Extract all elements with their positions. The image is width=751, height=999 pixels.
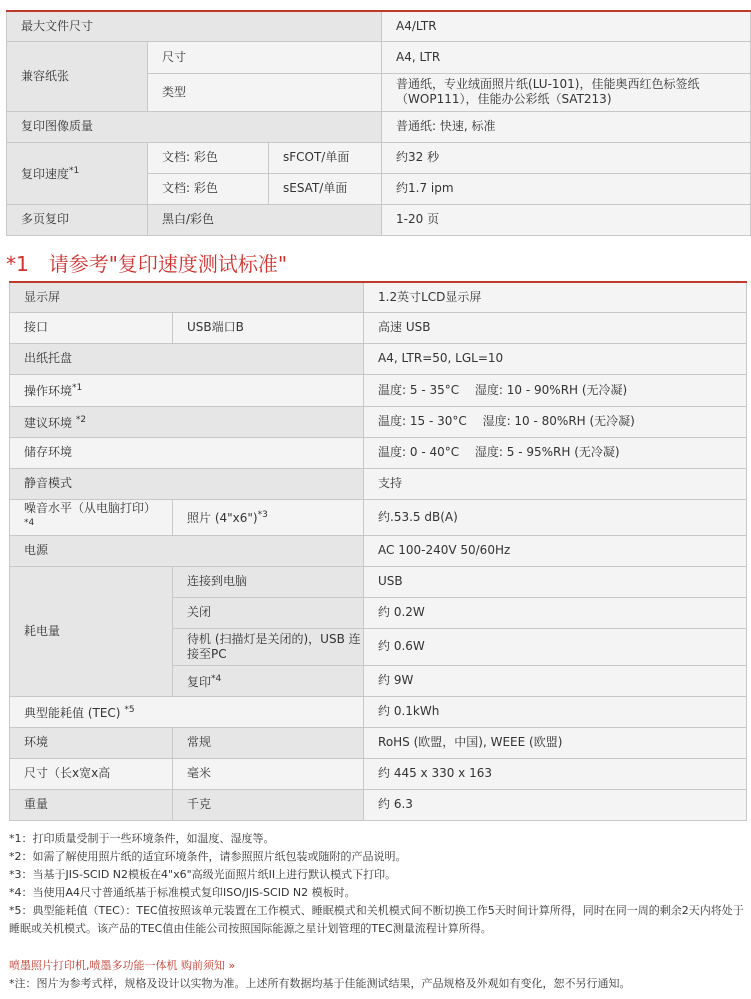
weight-value: 约 6.3 bbox=[364, 789, 747, 820]
interface-label: 接口 bbox=[10, 312, 173, 343]
silent-value: 支持 bbox=[364, 468, 747, 499]
display-label: 显示屏 bbox=[10, 282, 364, 312]
speed-label: 复印速度$^{*1}$ bbox=[7, 142, 148, 204]
tray-label: 出纸托盘 bbox=[10, 343, 364, 374]
environment-value: RoHS (欧盟，中国), WEEE (欧盟) bbox=[364, 727, 747, 758]
footnotes bbox=[9, 830, 747, 938]
rec-env-footnote: *2 bbox=[75, 414, 87, 425]
speed-r2-mode: sESAT/单面 bbox=[269, 173, 382, 204]
cropped-section-title: *1 请参考"复印速度测试标准" bbox=[6, 252, 288, 276]
paper-size-value: A4, LTR bbox=[382, 41, 751, 73]
tec-footnote: *5 bbox=[124, 704, 135, 715]
speed-footnote: *1 bbox=[69, 166, 80, 176]
consumption-r3-sub: 待机 (扫描灯是关闭的)，USB 连接至PC bbox=[173, 628, 364, 665]
power-label: 电源 bbox=[10, 535, 364, 566]
noise-value: 约.53.5 dB(A) bbox=[364, 499, 747, 535]
consumption-r1-value: USB bbox=[364, 566, 747, 597]
store-env-label: 储存环境 bbox=[10, 437, 364, 468]
dims-value: 约 445 x 330 x 163 bbox=[364, 758, 747, 789]
silent-label: 静音模式 bbox=[10, 468, 364, 499]
speed-r1-doc: 文档: 彩色 bbox=[148, 142, 269, 173]
paper-label: 兼容纸张 bbox=[7, 41, 148, 111]
tec-value: 约 0.1kWh bbox=[364, 696, 747, 727]
footnote-2: *2：如需了解使用照片纸的适宜环境条件，请参照照片纸包装或随附的产品说明。 bbox=[9, 850, 407, 863]
dims-label: 尺寸（长x宽x高 bbox=[10, 758, 173, 789]
consumption-label: 耗电量 bbox=[10, 566, 173, 696]
speed-r2-doc: 文档: 彩色 bbox=[148, 173, 269, 204]
op-env-label: 操作环境$^{*1}$ bbox=[10, 374, 364, 406]
purchase-notice-link[interactable]: 喷墨照片打印机,喷墨多功能一体机 购前须知 » bbox=[9, 959, 236, 972]
consumption-r3-value: 约 0.6W bbox=[364, 628, 747, 665]
speed-r2-value: 约1.7 ipm bbox=[382, 173, 751, 204]
consumption-r2-value: 约 0.2W bbox=[364, 597, 747, 628]
tray-value: A4, LTR=50, LGL=10 bbox=[364, 343, 747, 374]
max-size-value: A4/LTR bbox=[382, 11, 751, 41]
noise-label: 噪音水平（从电脑打印） $^{*4}$ bbox=[10, 499, 173, 535]
noise-sub-footnote: *3 bbox=[257, 510, 268, 520]
dims-sub: 毫米 bbox=[173, 758, 364, 789]
rec-env-value: 温度: 15 - 30°C 湿度: 10 - 80%RH (无冷凝) bbox=[364, 406, 747, 437]
quality-value: 普通纸: 快速, 标准 bbox=[382, 111, 751, 142]
environment-sub: 常规 bbox=[173, 727, 364, 758]
paper-size-label: 尺寸 bbox=[148, 41, 382, 73]
footnote-3: *3：当基于JIS-SCID N2模板在4"x6"高级光面照片纸II上进行默认模式下打印。 bbox=[9, 868, 397, 881]
op-env-value: 温度: 5 - 35°C 湿度: 10 - 90%RH (无冷凝) bbox=[364, 374, 747, 406]
rec-env-label: 建议环境 $^{*2}$ bbox=[10, 406, 364, 437]
footnote-4: *4：当使用A4尺寸普通纸基于标准模式复印ISO/JIS-SCID N2 模板时。 bbox=[9, 886, 356, 899]
spec-table-copy bbox=[6, 10, 751, 236]
footnote-1: *1：打印质量受制于一些环境条件，如温度、湿度等。 bbox=[9, 832, 275, 845]
tec-label: 典型能耗值 (TEC) $^{*5}$ bbox=[10, 696, 364, 727]
speed-r1-mode: sFCOT/单面 bbox=[269, 142, 382, 173]
consumption-r1-sub: 连接到电脑 bbox=[173, 566, 364, 597]
op-env-footnote: *1 bbox=[72, 383, 83, 393]
multi-value: 1-20 页 bbox=[382, 204, 751, 235]
power-value: AC 100-240V 50/60Hz bbox=[364, 535, 747, 566]
interface-value: 高速 USB bbox=[364, 312, 747, 343]
paper-type-label: 类型 bbox=[148, 73, 382, 111]
consumption-r2-sub: 关闭 bbox=[173, 597, 364, 628]
max-size-label: 最大文件尺寸 bbox=[7, 11, 382, 41]
disclaimer-text: *注：图片为参考式样，规格及设计以实物为准。上述所有数据均基于佳能测试结果，产品规格及外观如有变化，恕不另行通知。 bbox=[9, 977, 631, 990]
paper-type-value: 普通纸，专业绒面照片纸(LU-101)，佳能奥西红色标签纸（WOP111），佳能办公彩纸（SAT213) bbox=[382, 73, 751, 111]
display-value: 1.2英寸LCD显示屏 bbox=[364, 282, 747, 312]
environment-label: 环境 bbox=[10, 727, 173, 758]
footnote-5: *5：典型能耗值（TEC）：TEC值按照该单元装置在工作模式、睡眠模式和关机模式间不断切换工作5天时间计算所得，同时在同一周的剩余2天内将处于睡眠或关机模式。该产品的TEC值由佳能公司按照国际能源之星计划管理的TEC测量流程计算所得。 bbox=[9, 904, 744, 935]
spec-table-general bbox=[9, 281, 747, 821]
speed-r1-value: 约32 秒 bbox=[382, 142, 751, 173]
weight-sub: 千克 bbox=[173, 789, 364, 820]
consumption-r4-sub: 复印$^{*4}$ bbox=[173, 665, 364, 696]
weight-label: 重量 bbox=[10, 789, 173, 820]
noise-sub: 照片 (4"x6")$^{*3}$ bbox=[173, 499, 364, 535]
interface-sub: USB端口B bbox=[173, 312, 364, 343]
quality-label: 复印图像质量 bbox=[7, 111, 382, 142]
multi-sub: 黑白/彩色 bbox=[148, 204, 382, 235]
noise-footnote: *4 bbox=[24, 517, 35, 528]
consumption-r4-value: 约 9W bbox=[364, 665, 747, 696]
store-env-value: 温度: 0 - 40°C 湿度: 5 - 95%RH (无冷凝) bbox=[364, 437, 747, 468]
multi-label: 多页复印 bbox=[7, 204, 148, 235]
consumption-r4-footnote: *4 bbox=[211, 673, 222, 684]
